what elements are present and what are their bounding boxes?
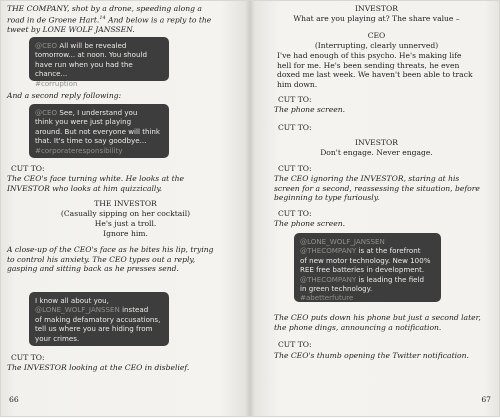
tweet-handle: @CEO bbox=[35, 108, 58, 117]
action-line: The phone screen. bbox=[274, 105, 346, 114]
tweet-reply-3 bbox=[29, 292, 169, 346]
character-name: INVESTOR bbox=[355, 138, 398, 147]
tweet-handle: @CEO bbox=[35, 41, 58, 50]
tweet-text: All will be revealed tomorrow... at noon. You should have run when you had the chance... bbox=[35, 41, 147, 79]
parenthetical: (Casually sipping on her cocktail) bbox=[60, 209, 191, 218]
cut-to: CUT TO: bbox=[278, 123, 312, 132]
cut-to: CUT TO: bbox=[278, 164, 312, 173]
action-line: The CEO's thumb opening the Twitter notification. bbox=[274, 351, 469, 360]
right-page bbox=[252, 1, 500, 418]
cut-to: CUT TO: bbox=[278, 95, 312, 104]
tweet-hashtag: #corruption bbox=[35, 78, 78, 88]
tweet-text: See, I understand you think you were just playing around. But not everyone will think that. It's time to say goodbye... bbox=[35, 108, 161, 146]
page-number: 67 bbox=[481, 395, 491, 404]
left-page bbox=[1, 1, 250, 418]
tweet-handle: @LONE_WOLF_JANSSEN bbox=[35, 305, 120, 315]
parenthetical: (Interrupting, clearly unnerved) bbox=[314, 41, 439, 50]
tweet-company bbox=[294, 233, 441, 302]
character-name: CEO bbox=[367, 31, 386, 40]
page-number: 66 bbox=[9, 395, 19, 404]
dialogue: He's just a troll. Ignore him. bbox=[94, 219, 157, 238]
action-line: The CEO puts down his phone but just a second later, the phone dings, announcing a notification. bbox=[274, 313, 481, 332]
dialogue: Don't engage. Never engage. bbox=[320, 148, 433, 157]
action-line: The INVESTOR looking at the CEO in disbelief. bbox=[7, 363, 190, 372]
cut-to: CUT TO: bbox=[278, 340, 312, 349]
intro-line: And below is a reply to the bbox=[105, 15, 212, 25]
action-line: The phone screen. bbox=[274, 219, 346, 228]
tweet-text: is at the forefront of new motor technology. New 100% REE free batteries in development. bbox=[300, 246, 431, 275]
cut-to: CUT TO: bbox=[11, 164, 45, 173]
tweet-handle: @LONE_WOLF_JANSSEN bbox=[300, 237, 385, 246]
tweet-reply-2 bbox=[29, 104, 169, 158]
action-line: The CEO ignoring the INVESTOR, staring at his screen for a second, reassessing the situation, before beginning to type furiously. bbox=[274, 174, 480, 203]
action-line: The CEO's face turning white. He looks at the INVESTOR who looks at him quizzically. bbox=[7, 174, 185, 193]
tweet-text: I know all about you, bbox=[35, 296, 109, 305]
footnote-ref: 14 bbox=[99, 14, 106, 21]
tweet-text: is leading the field in green technology. bbox=[300, 274, 425, 294]
dialogue: What are you playing at? The share value – bbox=[293, 14, 460, 23]
dialogue: I've had enough of this psycho. He's making life hell for me. He's been sending threats, he even doxed me last week. We haven't been able to track him down. bbox=[277, 51, 473, 89]
character-name: INVESTOR bbox=[355, 4, 398, 13]
intro-paragraph bbox=[7, 4, 247, 34]
cut-to: CUT TO: bbox=[11, 353, 45, 362]
cut-to: CUT TO: bbox=[278, 209, 312, 218]
tweet-handle: @THECOMPANY bbox=[300, 274, 357, 284]
second-reply-line: And a second reply following: bbox=[7, 91, 122, 100]
tweet-reply-1 bbox=[29, 37, 169, 88]
intro-line: tweet by LONE WOLF JANSSEN. bbox=[7, 24, 135, 34]
tweet-hashtag: #corporateresponsibility bbox=[35, 145, 123, 155]
action-line: A close-up of the CEO's face as he bites his lip, trying to control his anxiety. The CEO types out a reply, gasping and sitting back as he presses send. bbox=[7, 245, 214, 274]
intro-line: THE COMPANY, shot by a drone, speeding along a bbox=[7, 4, 202, 13]
tweet-text: instead of making defamatory accusations, tell us where you are hiding from your crimes. bbox=[35, 305, 161, 343]
tweet-hashtag: #abetterfuture bbox=[300, 293, 354, 303]
tweet-handle: @THECOMPANY bbox=[300, 246, 357, 256]
intro-line: road in de Groene Hart. bbox=[7, 15, 100, 25]
character-name: THE INVESTOR bbox=[94, 199, 157, 208]
